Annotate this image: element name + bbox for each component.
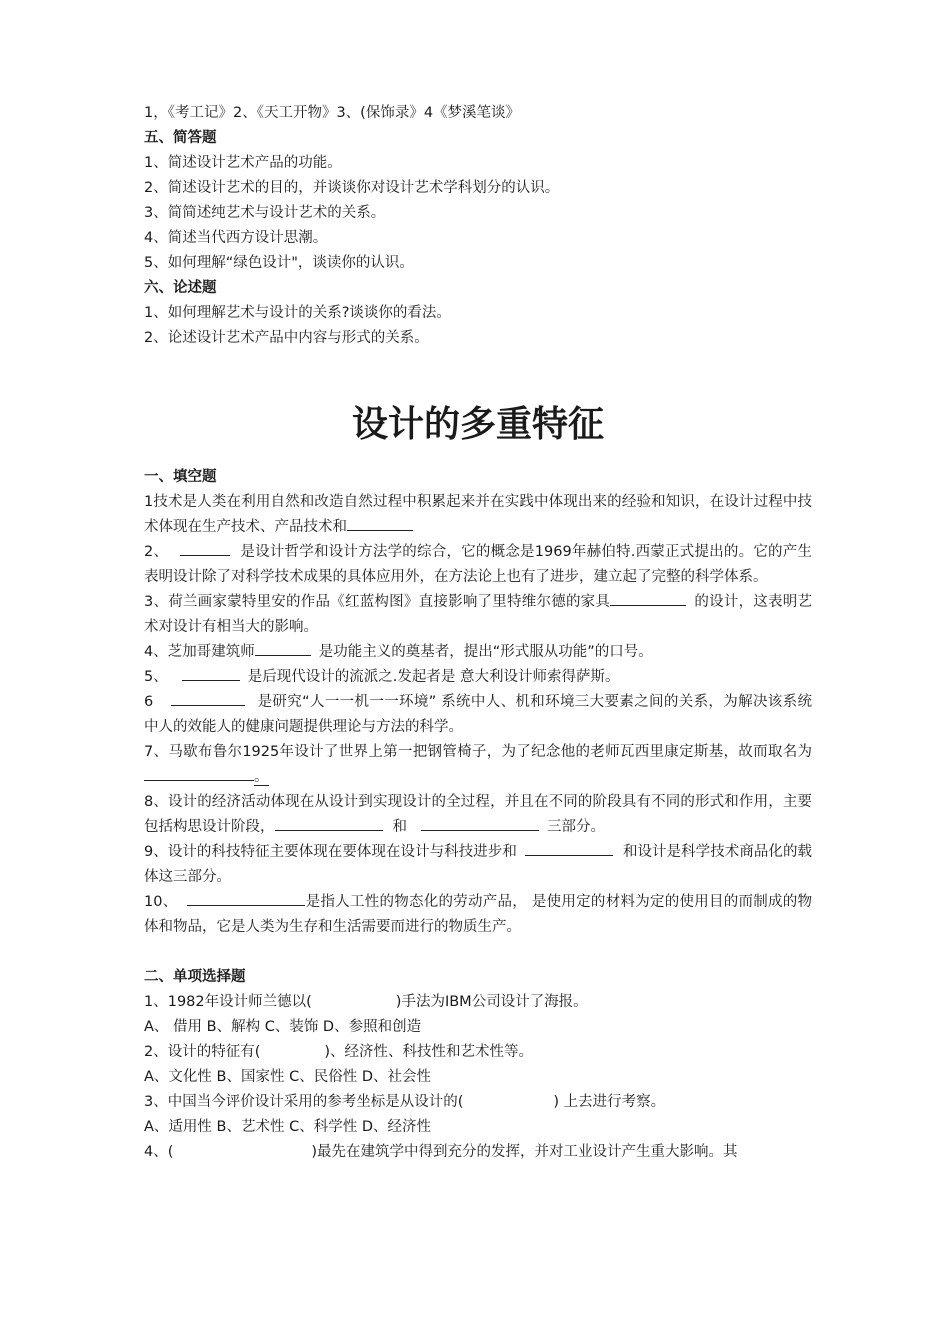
fill-question-10 bbox=[144, 890, 812, 940]
fill-blank-heading: 一、填空题 bbox=[144, 469, 217, 485]
fill-question-6 bbox=[144, 690, 812, 740]
section-5-heading: 五、简答题 bbox=[144, 130, 217, 146]
question-number: 5、 bbox=[144, 669, 168, 685]
answer-blank bbox=[525, 840, 613, 856]
answer-blank bbox=[610, 590, 686, 606]
answer-blank bbox=[347, 515, 413, 531]
question-text: 是后现代设计的流派之.发起者是 意大利设计师索得萨斯。 bbox=[247, 669, 620, 685]
question-text: 3、中国当今评价设计采用的参考坐标是从设计的( bbox=[144, 1094, 464, 1110]
answer-blank bbox=[180, 540, 230, 556]
choice-question-4 bbox=[144, 1140, 812, 1165]
question-text: 三部分。 bbox=[547, 819, 605, 835]
choice-options-3: A、适用性 B、艺术性 C、科学性 D、经济性 bbox=[144, 1119, 431, 1135]
question-text: 1技术是人类在利用自然和改造自然过程中积累起来并在实践中体现出来的经验和知识，在设计过程中技术体现在生产技术、产品技术和 bbox=[144, 494, 812, 535]
answer-blank bbox=[144, 765, 254, 781]
fill-question-5 bbox=[144, 665, 812, 690]
section-5-item: 2、简述设计艺术的目的，并谈谈你对设计艺术学科划分的认识。 bbox=[144, 180, 560, 196]
answer-blank bbox=[421, 815, 539, 831]
fill-question-2 bbox=[144, 540, 812, 590]
document-page bbox=[144, 101, 812, 1165]
question-text: 3、荷兰画家蒙特里安的作品《红蓝构图》直接影响了里特维尔德的家具 bbox=[144, 594, 611, 610]
question-text: 4、( bbox=[144, 1144, 174, 1160]
choice-options-1: A、 借用 B、解构 C、装饰 D、参照和创造 bbox=[144, 1019, 422, 1035]
question-text: 8、设计的经济活动体现在从设计到实现设计的全过程，并且在不同的阶段具有不同的形式和作用，主要包括构思设计阶段， bbox=[144, 794, 812, 835]
question-text: )手法为IBM公司设计了海报。 bbox=[395, 994, 588, 1010]
question-number: 10、 bbox=[144, 894, 178, 910]
question-text: 是研究“人一一机一一环境” 系统中人、机和环境三大要素之间的关系，为解决该系统中人的效能人的健康问题提供理论与方法的科学。 bbox=[144, 694, 812, 735]
question-number: 6 bbox=[144, 694, 154, 710]
question-text: )最先在建筑学中得到充分的发挥，并对工业设计产生重大影响。其 bbox=[311, 1144, 738, 1160]
fill-question-4 bbox=[144, 640, 812, 665]
question-text: 。 bbox=[254, 769, 269, 785]
fill-question-8 bbox=[144, 790, 812, 840]
question-text: ) 上去进行考察。 bbox=[553, 1094, 666, 1110]
answer-blank bbox=[255, 640, 311, 656]
section-6-heading: 六、论述题 bbox=[144, 280, 217, 296]
section-5-item: 4、简述当代西方设计思潮。 bbox=[144, 230, 328, 246]
fill-question-7 bbox=[144, 740, 812, 790]
question-text: 是功能主义的奠基者，提出“形式服从功能”的口号。 bbox=[318, 644, 653, 660]
question-text: 4、芝加哥建筑师 bbox=[144, 644, 255, 660]
books-answer-line: 1，《考工记》2、《天工开物》3、(保饰录》4《梦溪笔谈》 bbox=[144, 105, 521, 121]
question-text: 和设计是科学技术商品化的载体这三部分。 bbox=[144, 844, 812, 885]
section-5-item: 1、简述设计艺术产品的功能。 bbox=[144, 155, 342, 171]
choice-question-2 bbox=[144, 1040, 812, 1065]
section-6-item: 2、论述设计艺术产品中内容与形式的关系。 bbox=[144, 330, 429, 346]
question-text: 和 bbox=[392, 819, 407, 835]
question-text: 9、设计的科技特征主要体现在要体现在设计与科技进步和 bbox=[144, 844, 517, 860]
answer-blank bbox=[171, 690, 245, 706]
choice-question-3 bbox=[144, 1090, 812, 1115]
fill-question-3 bbox=[144, 590, 812, 640]
choice-question-1 bbox=[144, 990, 812, 1015]
section-5-item: 5、如何理解“绿色设计"，谈读你的认识。 bbox=[144, 255, 414, 271]
section-5-item: 3、简简述纯艺术与设计艺术的关系。 bbox=[144, 205, 386, 221]
question-number: 2、 bbox=[144, 544, 169, 560]
question-text: 是指人工性的物态化的劳动产品， 是使用定的材料为定的使用目的而制成的物体和物品，它是人类为生存和生活需要而进行的物质生产。 bbox=[144, 894, 813, 935]
question-text: 是设计哲学和设计方法学的综合，它的概念是1969年赫伯特.西蒙正式提出的。它的产生表明设计除了对科学技术成果的具体应用外，在方法论上也有了进步，建立起了完整的科学体系。 bbox=[144, 544, 812, 585]
page-title: 设计的多重特征 bbox=[351, 404, 604, 445]
answer-blank bbox=[187, 890, 305, 906]
section-6-item: 1、如何理解艺术与设计的关系?谈谈你的看法。 bbox=[144, 305, 451, 321]
question-text: )、经济性、科技性和艺术性等。 bbox=[324, 1044, 534, 1060]
choice-heading: 二、单项选择题 bbox=[144, 969, 246, 985]
answer-blank bbox=[275, 815, 383, 831]
question-text: 2、设计的特征有( bbox=[144, 1044, 261, 1060]
fill-question-9 bbox=[144, 840, 812, 890]
choice-options-2: A、文化性 B、国家性 C、民俗性 D、社会性 bbox=[144, 1069, 431, 1085]
question-text: 7、马歇布鲁尔1925年设计了世界上第一把钢管椅子，为了纪念他的老师瓦西里康定斯基，故而取名为 bbox=[144, 744, 812, 760]
question-text: 的设计，这表明艺术对设计有相当大的影响。 bbox=[144, 594, 812, 635]
fill-question-1 bbox=[144, 490, 812, 540]
question-text: 1、1982年设计师兰德以( bbox=[144, 994, 312, 1010]
answer-blank bbox=[182, 665, 240, 681]
